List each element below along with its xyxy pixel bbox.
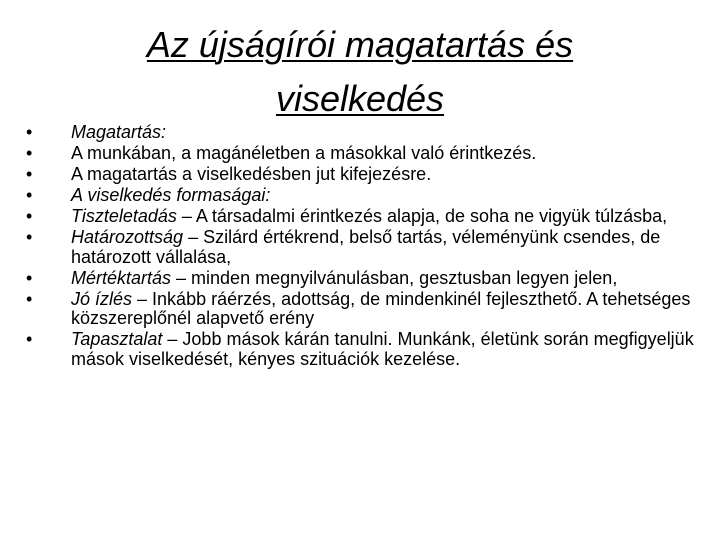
bullet-lead: Tiszteletadás [71, 206, 177, 226]
bullet-text: – A társadalmi érintkezés alapja, de soha ne vigyük túlzásba, [176, 206, 668, 226]
bullet-item-formasagai [26, 186, 696, 206]
bullet-list [26, 123, 696, 371]
bullet-icon: • [26, 329, 33, 349]
bullet-lead: Tapasztalat [71, 329, 163, 349]
bullet-item-magatartas [26, 123, 696, 143]
bullet-text: – Jobb mások kárán tanulni. Munkánk, életünk során megfigyeljük mások viselkedését, kényes szituációk kezelése. [71, 329, 694, 369]
bullet-lead: Mértéktartás [71, 267, 172, 288]
bullet-lead: A viselkedés formaságai: [71, 185, 271, 205]
bullet-item-tapasztalat [26, 330, 696, 369]
bullet-icon: • [26, 122, 33, 142]
bullet-icon: • [26, 288, 33, 309]
bullet-text: – minden megnyilvánulásban, gesztusban legyen jelen, [171, 267, 618, 288]
bullet-icon: • [26, 143, 33, 163]
bullet-icon: • [26, 267, 33, 288]
bullet-lead: Határozottság [71, 227, 184, 247]
bullet-lead: Magatartás: [71, 122, 167, 142]
bullet-icon: • [26, 206, 33, 226]
bullet-lead: Jó ízlés [71, 288, 133, 309]
bullet-text: – Szilárd értékrend, belső tartás, véleményünk csendes, de határozott vállalása, [71, 227, 661, 267]
slide-title-line-1: Az újságírói magatartás és [146, 24, 574, 65]
bullet-item-jo-izles [26, 290, 696, 329]
slide-title [60, 18, 660, 126]
bullet-text: A magatartás a viselkedésben jut kifejezésre. [71, 164, 432, 184]
bullet-icon: • [26, 164, 33, 184]
bullet-item-mertektartas [26, 269, 696, 289]
bullet-text: – Inkább ráérzés, adottság, de mindenkinél fejleszthető. A tehetséges közszereplőnél alapvető erény [71, 288, 691, 328]
bullet-item-tiszteletadas [26, 207, 696, 227]
bullet-text: A munkában, a magánéletben a másokkal való érintkezés. [71, 143, 537, 163]
bullet-item-kifejezes [26, 165, 696, 185]
bullet-item-munkaban [26, 144, 696, 164]
bullet-icon: • [26, 185, 33, 205]
bullet-item-hatarozottsag [26, 228, 696, 267]
slide-title-line-2: viselkedés [275, 78, 445, 119]
bullet-icon: • [26, 227, 33, 247]
